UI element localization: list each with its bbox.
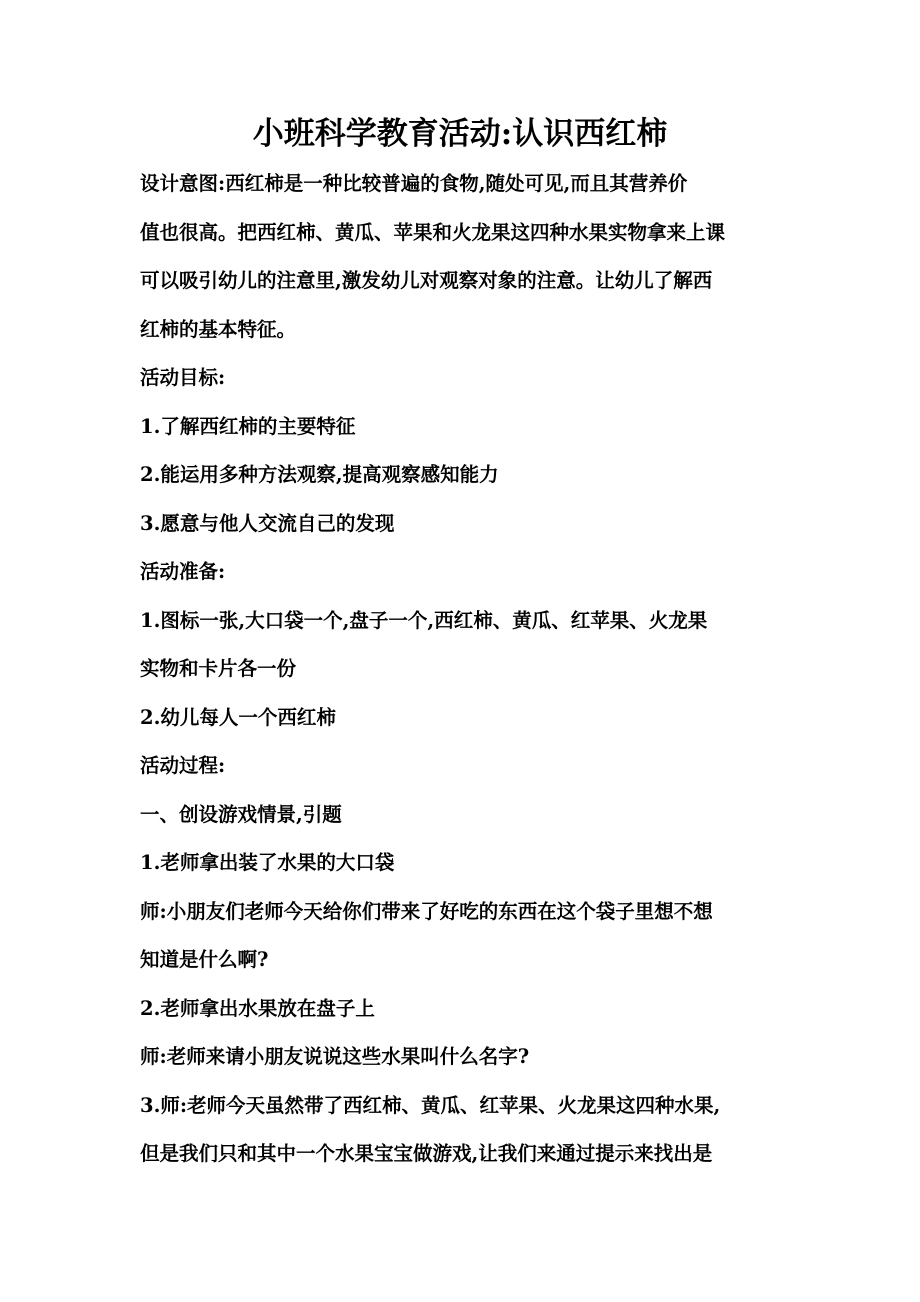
document-title: 小班科学教育活动:认识西红柿 bbox=[252, 116, 668, 152]
paragraph-line: 可以吸引幼儿的注意里,激发幼儿对观察对象的注意。让幼儿了解西 bbox=[140, 269, 713, 292]
section-heading: 活动过程: bbox=[140, 754, 226, 777]
list-item: 1.老师拿出装了水果的大口袋 bbox=[140, 851, 395, 874]
paragraph-line: 但是我们只和其中一个水果宝宝做游戏,让我们来通过提示来找出是 bbox=[140, 1142, 713, 1165]
paragraph-line: 知道是什么啊? bbox=[140, 948, 269, 971]
paragraph-line: 师:小朋友们老师今天给你们带来了好吃的东西在这个袋子里想不想 bbox=[140, 899, 713, 923]
section-heading: 活动目标: bbox=[140, 366, 226, 389]
list-item: 1.了解西红柿的主要特征 bbox=[140, 414, 356, 438]
document-body bbox=[140, 160, 790, 1179]
paragraph-line: 实物和卡片各一份 bbox=[140, 657, 297, 680]
paragraph-line: 设计意图:西红柿是一种比较普遍的食物,随处可见,而且其营养价 bbox=[140, 172, 688, 195]
list-item: 2.老师拿出水果放在盘子上 bbox=[140, 996, 375, 1020]
list-item: 3.愿意与他人交流自己的发现 bbox=[140, 511, 395, 535]
paragraph-line: 师:老师来请小朋友说说这些水果叫什么名字? bbox=[140, 1045, 530, 1068]
paragraph-line: 值也很高。把西红柿、黄瓜、苹果和火龙果这四种水果实物拿来上课 bbox=[140, 220, 726, 244]
list-item: 2.能运用多种方法观察,提高观察感知能力 bbox=[140, 463, 499, 486]
paragraph-line: 红柿的基本特征。 bbox=[140, 317, 297, 341]
list-item: 3.师:老师今天虽然带了西红柿、黄瓜、红苹果、火龙果这四种水果, bbox=[140, 1093, 721, 1117]
subsection-heading: 一、创设游戏情景,引题 bbox=[140, 802, 342, 826]
list-item: 2.幼儿每人一个西红柿 bbox=[140, 705, 336, 729]
section-heading: 活动准备: bbox=[140, 560, 226, 583]
list-item: 1.图标一张,大口袋一个,盘子一个,西红柿、黄瓜、红苹果、火龙果 bbox=[140, 608, 708, 632]
